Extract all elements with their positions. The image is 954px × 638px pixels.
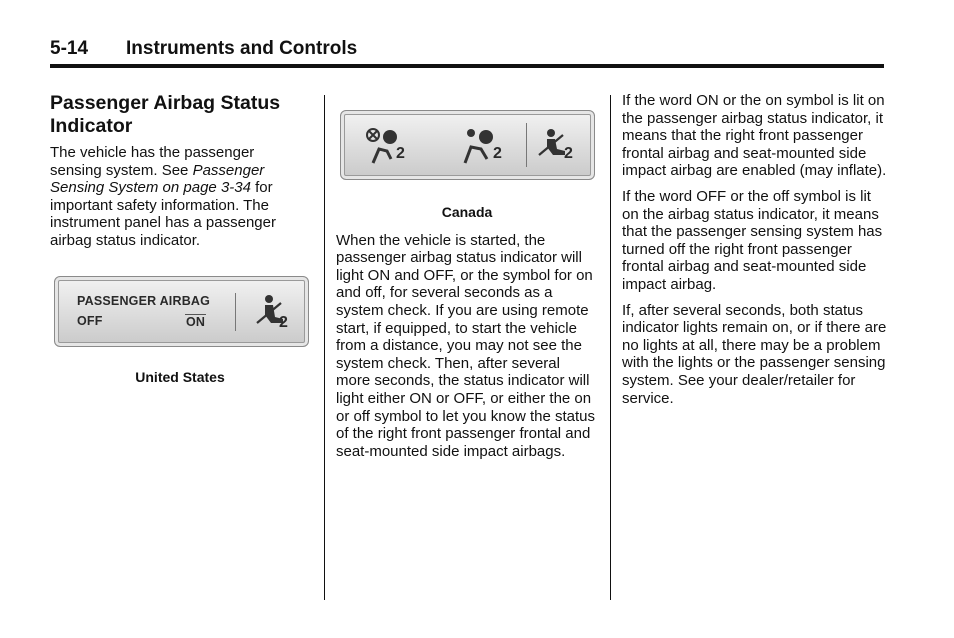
- problem-paragraph: If, after several seconds, both status indicator lights remain on, or if there are no lights at all, there may be a problem with the lights or the passenger sensing system. See your dealer/retailer for service.: [622, 301, 887, 407]
- canada-indicator-panel: [340, 110, 595, 180]
- panel-label-off: OFF: [77, 314, 103, 328]
- intro-text-continued: for important safety information. The instrument panel has a passenger airbag status indicator.: [50, 179, 276, 249]
- panel-label-passenger-airbag: PASSENGER AIRBAG: [77, 294, 211, 308]
- intro-paragraph: [50, 144, 305, 250]
- us-caption-wrap: [50, 369, 310, 387]
- column-divider: [610, 95, 611, 600]
- intro-text: The vehicle has the passenger sensing system. See: [50, 144, 255, 179]
- seat-number-on: 2: [493, 145, 503, 162]
- panel-separator: [526, 123, 527, 167]
- panel-label-on: ON: [186, 315, 206, 329]
- us-indicator-panel: [54, 276, 309, 347]
- column-divider: [324, 95, 325, 600]
- column-right: [622, 92, 887, 415]
- off-status-paragraph: If the word OFF or the off symbol is lit on the airbag status indicator, it means that the passenger sensing system has turned off the right front passenger frontal airbag and seat-mounted side impact airbag.: [622, 187, 883, 293]
- section-title: Instruments and Controls: [126, 38, 358, 59]
- seat-number-seated: 2: [564, 145, 574, 162]
- cross-reference-link[interactable]: Passenger Sensing System on page 3-34: [50, 161, 265, 197]
- on-status-paragraph: If the word ON or the on symbol is lit on the passenger airbag status indicator, it means that the right front passenger frontal airbag and seat-mounted side impact airbag are enabled (may inflate).: [622, 92, 887, 180]
- figure-caption-us: United States: [135, 369, 225, 385]
- seat-number-off: 2: [396, 145, 406, 162]
- page-number: 5-14: [50, 38, 89, 59]
- seat-number: 2: [279, 314, 289, 331]
- system-check-paragraph: When the vehicle is started, the passenger airbag status indicator will light ON and OFF, or the symbol for on and off, for several seconds as a system check. If you are using remote start, if equipped, to start the vehicle from a distance, you may not see the system check. Then, after several more seconds, the status indicator will light either ON or OFF, or either the on or off symbol to let you know the status of the right front passenger frontal and seat-mounted side impact airbags.: [336, 231, 596, 460]
- column-left: [50, 92, 305, 258]
- column-middle: [336, 204, 598, 468]
- panel-separator: [235, 293, 236, 331]
- section-heading: Passenger Airbag Status Indicator: [50, 92, 281, 137]
- page-header: [50, 38, 884, 68]
- figure-caption-canada: Canada: [441, 204, 493, 220]
